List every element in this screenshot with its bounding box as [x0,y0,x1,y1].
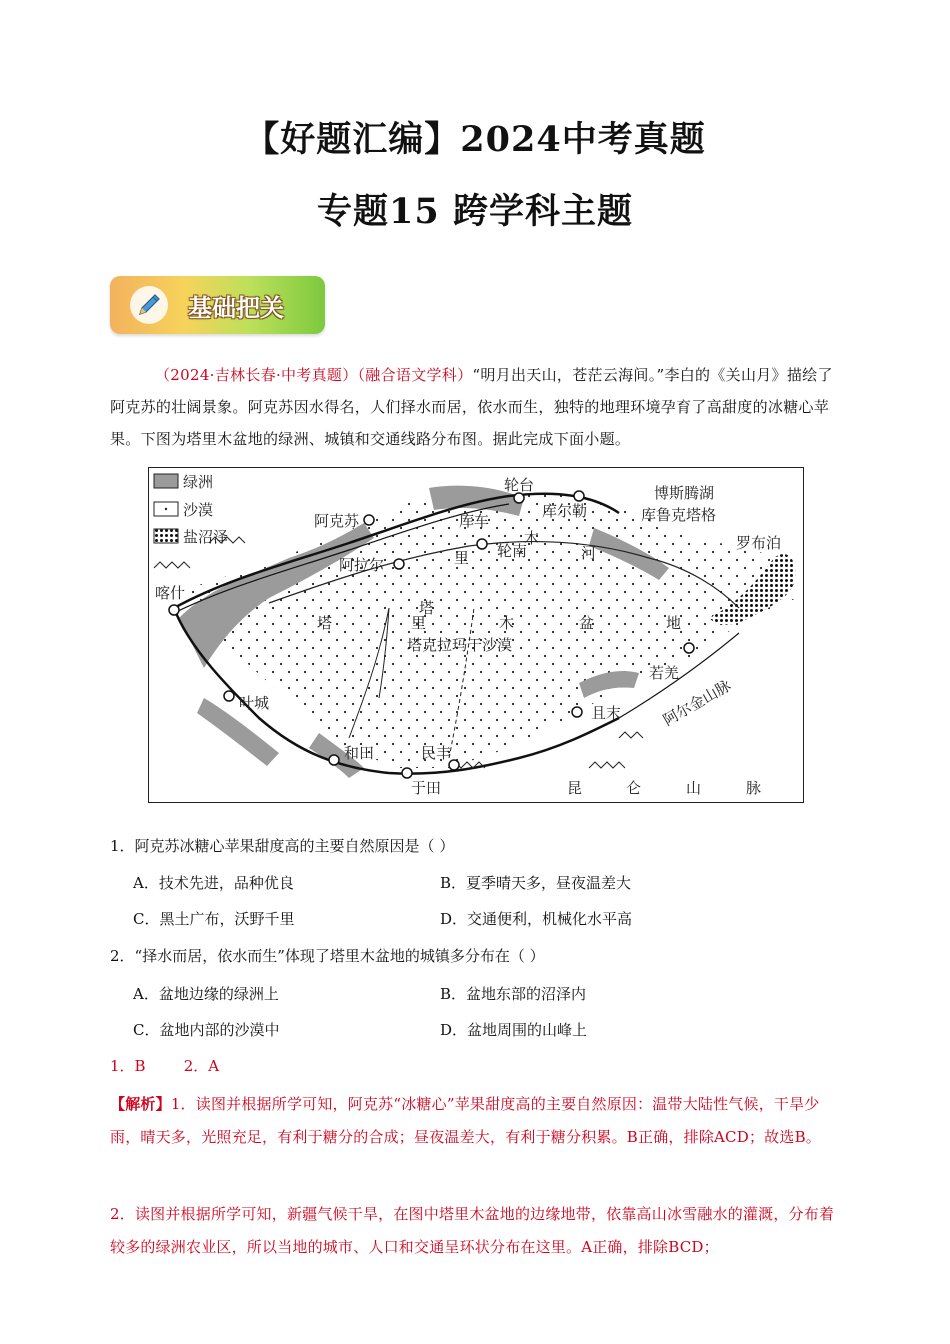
desert-area [189,490,797,768]
question-2-option-a: A．盆地边缘的绿洲上 [133,985,279,1003]
label-kunlun-char: 山 [686,779,702,797]
question-1-option-b: B．夏季晴天多，昼夜温差大 [440,874,632,892]
label-altun-mountains: 阿尔金山脉 [660,676,734,730]
legend-desert: 沙漠 [183,501,214,519]
label-kunlun-char: 脉 [746,779,762,797]
label-lop-nur: 罗布泊 [736,534,782,552]
label-alar: 阿拉尔 [339,556,385,574]
analysis-2: 2．读图并根据所学可知，新疆气候干旱，在图中塔里木盆地的边缘地带，依靠高山冰雪融水的灌溉，分布着较多的绿洲农业区，所以当地的城市、人口和交通呈环状分布在这里。A正确，排除BCD； [110,1205,835,1256]
question-2-option-b: B．盆地东部的沼泽内 [440,985,587,1003]
legend-salt-marsh: 盐沼泽 [183,528,229,546]
intro-source: （2024·吉林长春·中考真题）（融合语文学科） [155,366,473,384]
question-2-option-d: D．盆地周围的山峰上 [440,1021,588,1039]
label-yutian: 于田 [411,779,442,797]
intro-paragraph [110,359,840,455]
question-2-option-c: C．盆地内部的沙漠中 [133,1021,280,1039]
label-ruoqiang: 若羌 [649,664,680,682]
label-korla: 库尔勒 [542,502,588,520]
intro-text: “明月出天山，苍茫云海间。”李白的《关山月》描绘了阿克苏的壮阔景象。阿克苏因水得名，人们择水而居，依水而生，独特的地理环境孕育了高甜度的冰糖心苹果。下图为塔里木盆地的绿洲、城镇和交通线路分布图。据此完成下面小题。 [110,366,833,448]
question-1-option-c: C．黑土广布，沃野千里 [133,910,295,928]
analysis-tag: 【解析】 [110,1095,171,1113]
label-minfeng: 民丰 [421,744,452,762]
label-river-char: 河 [581,544,597,562]
label-kuruktag: 库鲁克塔格 [641,506,717,524]
page-subtitle: 专题15 跨学科主题 [317,191,633,232]
tarim-basin-map [148,467,804,803]
label-aksu: 阿克苏 [314,512,360,530]
question-1-option-a: A．技术先进，品种优良 [133,874,294,892]
label-taklamakan: 塔克拉玛干沙漠 [407,636,513,654]
analysis-1 [110,1088,845,1154]
label-kunlun-char: 仑 [626,779,642,797]
label-river-char: 里 [454,549,470,567]
label-river-char: 塔 [419,599,435,617]
label-kunlun-char: 昆 [567,779,583,797]
label-basin-char: 木 [499,614,515,632]
badge-label: 基础把关 [188,294,284,322]
answer-key: 1．B 2．A [110,1057,220,1075]
label-river-char: 木 [524,529,540,547]
label-hotan: 和田 [344,744,375,762]
label-bosten-lake: 博斯腾湖 [654,484,715,502]
pencil-icon [128,284,170,326]
label-basin-char: 里 [411,614,427,632]
label-basin-char: 地 [666,614,682,632]
label-kashgar: 喀什 [155,584,186,602]
question-1-stem: 1．阿克苏冰糖心苹果甜度高的主要自然原因是（ ） [110,837,455,855]
question-1-option-d: D．交通便利，机械化水平高 [440,910,633,928]
legend-oasis: 绿洲 [183,473,214,491]
label-qiemo: 且末 [591,704,622,722]
label-luntai: 轮台 [504,476,535,494]
label-kuqa: 库车 [459,512,490,530]
label-basin-char: 塔 [317,614,333,632]
section-badge [110,276,325,334]
label-yecheng: 叶城 [239,694,270,712]
analysis-1-text: 1．读图并根据所学可知，阿克苏“冰糖心”苹果甜度高的主要自然原因：温带大陆性气候，干旱少雨，晴天多，光照充足，有利于糖分的合成；昼夜温差大，有利于糖分积累。B正确，排除ACD；故选B。 [110,1095,821,1146]
label-basin-char: 盆 [579,614,595,632]
question-2-stem: 2．“择水而居，依水而生”体现了塔里木盆地的城镇多分布在（ ） [110,947,545,965]
label-lunnan: 轮南 [497,542,528,560]
page-title: 【好题汇编】2024中考真题 [244,119,706,160]
